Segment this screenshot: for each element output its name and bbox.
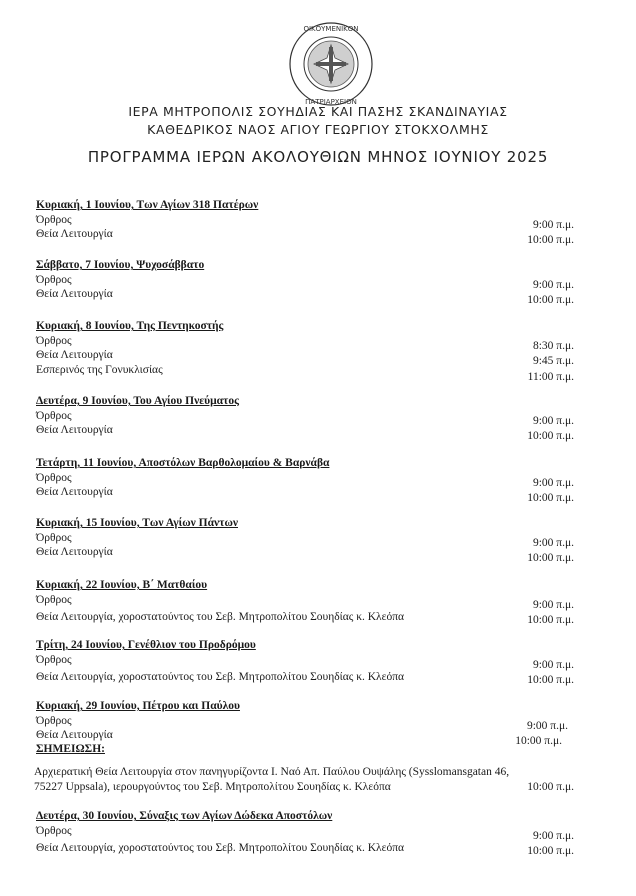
service-name: Θεία Λειτουργία: [36, 349, 113, 361]
service-time: 10:00 π.μ.: [515, 735, 562, 747]
service-time: 9:00 π.μ.: [532, 415, 574, 427]
day-title: Κυριακή, 8 Ιουνίου, Της Πεντηκοστής: [36, 320, 224, 332]
service-name: Όρθρος: [36, 274, 72, 286]
patriarchate-seal-icon: [286, 20, 376, 108]
service-name: Όρθρος: [36, 654, 72, 666]
service-time: 9:00 π.μ.: [532, 599, 574, 611]
service-time: 10:00 π.μ.: [527, 614, 574, 626]
note-time: 10:00 π.μ.: [527, 781, 574, 793]
service-name: Όρθρος: [36, 214, 72, 226]
service-time: 9:00 π.μ.: [532, 219, 574, 231]
day-title: Κυριακή, 15 Ιουνίου, Των Αγίων Πάντων: [36, 517, 238, 529]
service-time: 10:00 π.μ.: [527, 845, 574, 857]
service-name: Όρθρος: [36, 594, 72, 606]
day-title: Δευτέρα, 30 Ιουνίου, Σύναξις των Αγίων Δώδεκα Αποστόλων: [36, 810, 333, 822]
service-time: 9:00 π.μ.: [532, 830, 574, 842]
cathedral-heading: ΚΑΘΕΔΡΙΚΟΣ ΝΑΟΣ ΑΓΙΟΥ ΓΕΩΡΓΙΟΥ ΣΤΟΚΧΟΛΜΗΣ: [147, 122, 489, 137]
svg-text:ΠΑΤΡΙΑΡΧΕΙΟΝ: ΠΑΤΡΙΑΡΧΕΙΟΝ: [305, 98, 357, 106]
service-time: 9:00 π.μ.: [532, 477, 574, 489]
service-time: 9:00 π.μ.: [532, 659, 574, 671]
service-time: 9:00 π.μ.: [526, 720, 568, 732]
service-name: Όρθρος: [36, 410, 72, 422]
service-time: 9:00 π.μ.: [532, 537, 574, 549]
day-title: Τρίτη, 24 Ιουνίου, Γενέθλιον του Προδρόμου: [36, 639, 256, 651]
service-name: Όρθρος: [36, 825, 72, 837]
svg-text:ΟΙΚΟΥΜΕΝΙΚΟΝ: ΟΙΚΟΥΜΕΝΙΚΟΝ: [303, 25, 359, 33]
note-title: ΣΗΜΕΙΩΣΗ:: [36, 743, 105, 755]
service-name: Θεία Λειτουργία: [36, 288, 113, 300]
service-time: 9:45 π.μ.: [532, 355, 574, 367]
day-title: Σάββατο, 7 Ιουνίου, Ψυχοσάββατο: [36, 259, 205, 271]
service-time: 10:00 π.μ.: [527, 552, 574, 564]
day-title: Κυριακή, 29 Ιουνίου, Πέτρου και Παύλου: [36, 700, 240, 712]
day-title: Κυριακή, 1 Ιουνίου, Των Αγίων 318 Πατέρων: [36, 199, 259, 211]
page-title: ΠΡΟΓΡΑΜΜΑ ΙΕΡΩΝ ΑΚΟΛΟΥΘΙΩΝ ΜΗΝΟΣ ΙΟΥΝΙΟΥ 2025: [87, 148, 549, 166]
service-name: Θεία Λειτουργία: [36, 546, 113, 558]
day-title: Δευτέρα, 9 Ιουνίου, Του Αγίου Πνεύματος: [36, 395, 239, 407]
service-time: 10:00 π.μ.: [527, 674, 574, 686]
day-title: Τετάρτη, 11 Ιουνίου, Αποστόλων Βαρθολομαίου & Βαρνάβα: [36, 457, 330, 469]
service-name: Όρθρος: [36, 472, 72, 484]
day-title: Κυριακή, 22 Ιουνίου, Β΄ Ματθαίου: [36, 579, 208, 591]
note-text: Αρχιερατική Θεία Λειτουργία στον πανηγυρίζοντα Ι. Ναό Απ. Παύλου Ουψάλης (Sysslomansgatan 46,: [34, 766, 510, 778]
service-time: 8:30 π.μ.: [532, 340, 574, 352]
service-name: Θεία Λειτουργία: [36, 729, 113, 741]
service-time: 10:00 π.μ.: [527, 294, 574, 306]
service-name: Όρθρος: [36, 715, 72, 727]
service-time: 11:00 π.μ.: [527, 371, 574, 383]
service-time: 10:00 π.μ.: [527, 492, 574, 504]
note-text: 75227 Uppsala), ιερουργούντος του Σεβ. Μητροπολίτου Σουηδίας κ. Κλεόπα: [34, 781, 391, 793]
service-name: Θεία Λειτουργία: [36, 486, 113, 498]
service-name: Θεία Λειτουργία, χοροστατούντος του Σεβ. Μητροπολίτου Σουηδίας κ. Κλεόπα: [36, 611, 405, 623]
service-time: 9:00 π.μ.: [532, 279, 574, 291]
service-name: Θεία Λειτουργία: [36, 228, 113, 240]
metropolis-heading: ΙΕΡΑ ΜΗΤΡΟΠΟΛΙΣ ΣΟΥΗΔΙΑΣ ΚΑΙ ΠΑΣΗΣ ΣΚΑΝΔΙΝΑΥΙΑΣ: [128, 104, 508, 119]
service-time: 10:00 π.μ.: [527, 430, 574, 442]
service-name: Όρθρος: [36, 335, 72, 347]
service-name: Θεία Λειτουργία, χοροστατούντος του Σεβ. Μητροπολίτου Σουηδίας κ. Κλεόπα: [36, 842, 405, 854]
service-name: Θεία Λειτουργία: [36, 424, 113, 436]
service-name: Θεία Λειτουργία, χοροστατούντος του Σεβ. Μητροπολίτου Σουηδίας κ. Κλεόπα: [36, 671, 405, 683]
service-time: 10:00 π.μ.: [527, 234, 574, 246]
service-name: Εσπερινός της Γονυκλισίας: [36, 364, 163, 376]
service-name: Όρθρος: [36, 532, 72, 544]
